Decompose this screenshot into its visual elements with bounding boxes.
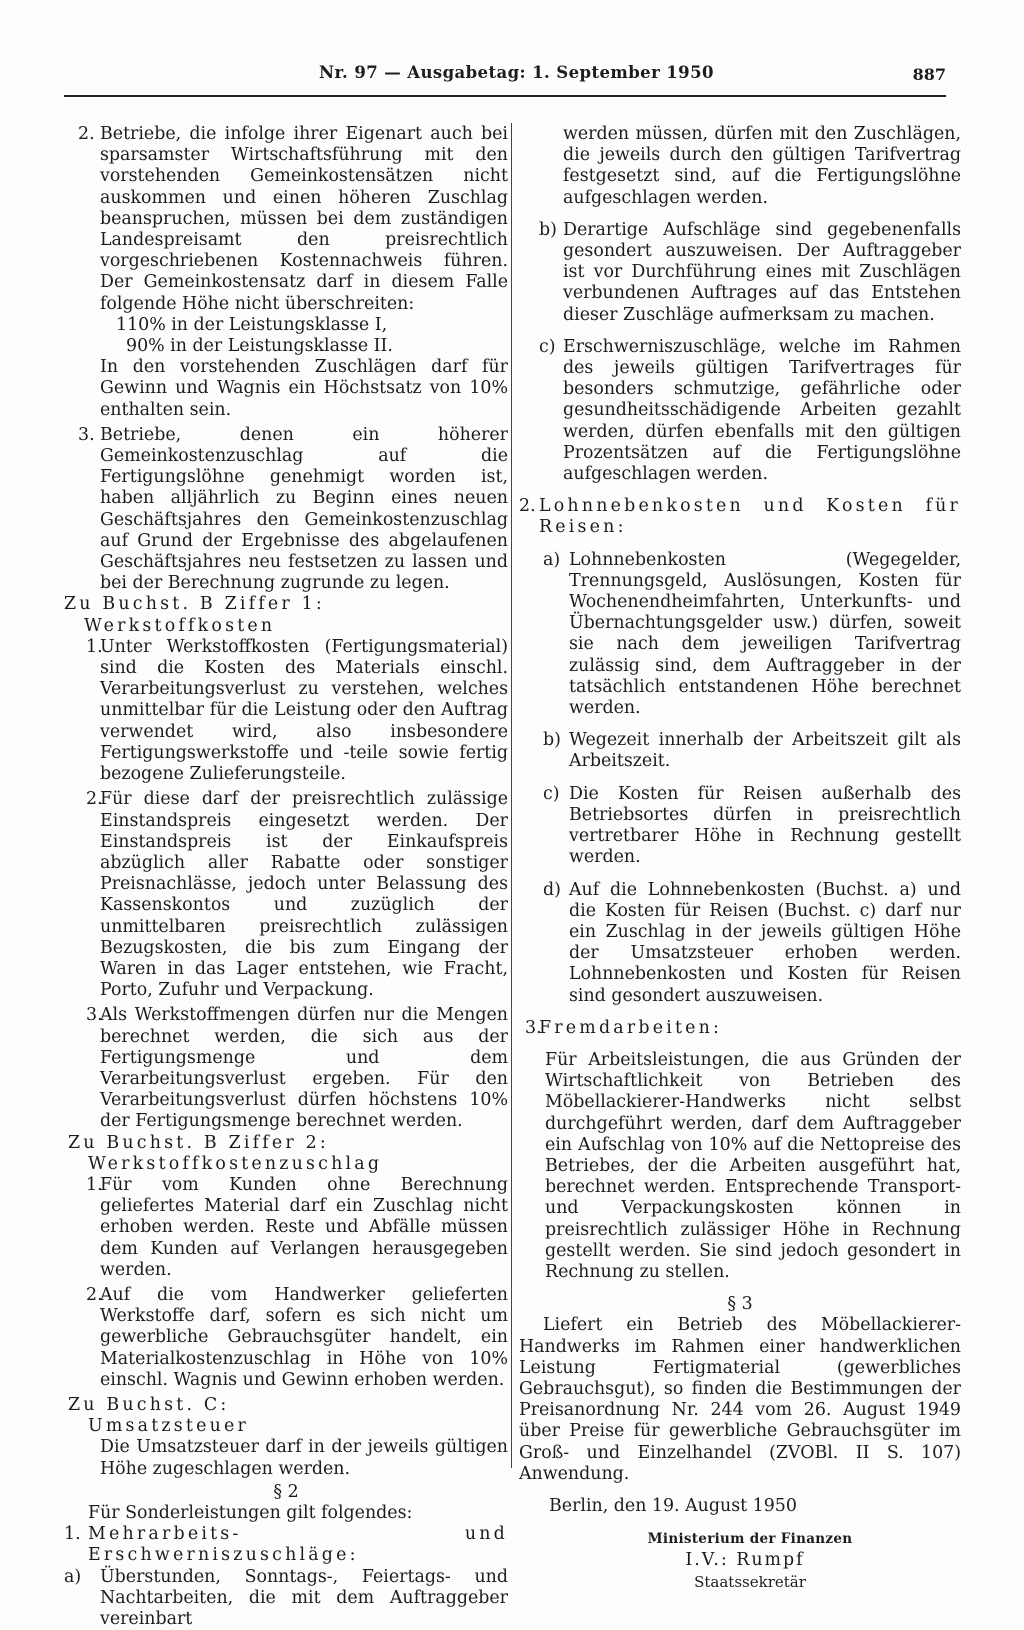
section-3-title: § 3 bbox=[727, 1294, 753, 1315]
section-2-intro: Für Sonderleistungen gilt folgendes: bbox=[88, 1503, 413, 1523]
paragraph-b2-item-2: 2. Auf die vom Handwerker gelieferten Werkstoffe darf, sofern es sich nicht um gewerbliche Gebrauchsgüter handelt, ein Materialkostenzuschlag in Höhe von 10% einschl. Wagnis und Gewinn erhoben werden. bbox=[86, 1284, 508, 1390]
paragraph-b2-item-1: 1. Für vom Kunden ohne Berechnung geliefertes Material darf ein Zuschlag nicht erhoben werden. Reste und Abfälle müssen dem Kunden auf Verlangen herausgegeben werden. bbox=[86, 1174, 508, 1280]
paragraph-section-3: Liefert ein Betrieb des Möbellackierer-Handwerks im Rahmen einer handwerklichen Leistung Fertigmaterial (gewerbliches Gebrauchsgut), so finden die Bestimmungen der Preisanordnung Nr. 244 vom 26. August 1949 über Preise für gewerbliche Gebrauchsgüter im Groß- und Einzelhandel (ZVOBl. II S. 107) Anwendung. bbox=[519, 1315, 961, 1484]
rate-class-1: 110% in der Leistungsklasse I, bbox=[116, 314, 388, 335]
paragraph-b1-item-1: 1. Unter Werkstoffkosten (Fertigungsmaterial) sind die Kosten des Materials einschl. Verarbeitungsverlust zu verstehen, welches unmittelbar für die Leistung oder den Auftrag verwendet wird, also insbesondere Fertigungswerkstoffe und -teile sowie fertig bezogene Zulieferungsteile. bbox=[86, 636, 508, 785]
heading-c: Zu Buchst. C: bbox=[68, 1394, 230, 1415]
heading-item-2: 2. Lohnnebenkosten und Kosten für Reisen: bbox=[519, 496, 961, 538]
section-2-title: § 2 bbox=[273, 1481, 299, 1502]
page-header bbox=[64, 63, 946, 97]
subheading-umsatzsteuer: Umsatzsteuer bbox=[88, 1416, 250, 1437]
paragraph-item-2-b: b) Wegezeit innerhalb der Arbeitszeit gilt als Arbeitszeit. bbox=[543, 730, 961, 772]
paragraph-b1-item-2: 2. Für diese darf der preisrechtlich zulässige Einstandspreis eingesetzt werden. Der Einstandspreis ist der Einkaufspreis abzüglich aller Rabatte oder sonstiger Preisnachlässe, jedoch unter Belassung des Kassenskontos und zuzüglich der unmittelbaren preisrechtlich zulässigen Bezugskosten, die bis zum Eingang der Waren in das Lager entstehen, wie Fracht, Porto, Zufuhr und Verpackung. bbox=[86, 789, 508, 1001]
paragraph-b1-item-3: 3. Als Werkstoffmengen dürfen nur die Mengen berechnet werden, die sich aus der Fertigungsmenge und dem Verarbeitungsverlust ergeben. Für den Verarbeitungsverlust dürfen höchstens 10% der Fertigungsmenge berechnet werden. bbox=[86, 1005, 508, 1132]
paragraph-c: c) Erschwerniszuschläge, welche im Rahmen des jeweils gültigen Tarifvertrages für besonders schmutzige, gefährliche oder gesundheitsschädigende Arbeiten gezahlt werden, dürfen ebenfalls mit den gültigen Prozentsätzen auf die Fertigungslöhne aufgeschlagen werden. bbox=[539, 336, 961, 485]
heading-b2: Zu Buchst. B Ziffer 2: bbox=[68, 1132, 329, 1153]
signatory-title: Staatssekretär bbox=[694, 1572, 806, 1591]
paragraph-item-2-d: d) Auf die Lohnnebenkosten (Buchst. a) und die Kosten für Reisen (Buchst. c) darf nur ein Zuschlag in der jeweils gültigen Höhe der Umsatzsteuer erhoben werden. Lohnnebenkosten und Kosten für Reisen sind gesondert auszuweisen. bbox=[543, 879, 961, 1006]
paragraph-item-2-a: a) Lohnnebenkosten (Wegegelder, Trennungsgeld, Auslösungen, Kosten für Wochenendheimfahrten, Unterkunfts- und Übernachtungsgelder usw.) dürfen, soweit sie nach dem jeweiligen Tarifvertrag zulässig sind, dem Auftraggeber in der tatsächlich entstandenen Höhe berechnet werden. bbox=[543, 549, 961, 719]
rate-class-2: 90% in der Leistungsklasse II. bbox=[126, 336, 393, 357]
ministry-name: Ministerium der Finanzen bbox=[647, 1531, 853, 1548]
issue-title: Nr. 97 — Ausgabetag: 1. September 1950 bbox=[319, 63, 714, 82]
paragraph-b: b) Derartige Aufschläge sind gegebenenfalls gesondert auszuweisen. Der Auftraggeber ist vor Durchführung eines mit Zuschlägen verbundenen Auftrages auf das Entstehen dieser Zuschläge aufmerksam zu machen. bbox=[539, 219, 961, 325]
paragraph-fremdarbeiten: Für Arbeitsleistungen, die aus Gründen der Wirtschaftlichkeit von Betrieben des Möbellackierer-Handwerks nicht selbst durchgeführt werden, darf dem Auftraggeber ein Aufschlag von 10% auf die Nettopreise des Betriebes, der die Arbeiten ausgeführt hat, berechnet werden. Entsprechende Transport- und Verpackungskosten können in preisrechtlich zulässiger Höhe in Rechnung gestellt werden. Sie sind jedoch gesondert in Rechnung zu stellen. bbox=[545, 1049, 961, 1282]
paragraph-item-2-note: In den vorstehenden Zuschlägen darf für Gewinn und Wagnis ein Höchstsatz von 10% enthalten sein. bbox=[100, 357, 508, 420]
paragraph-a-continuation: werden müssen, dürfen mit den Zuschlägen, die jeweils durch den gültigen Tarifvertrag festgesetzt sind, auf die Fertigungslöhne aufgeschlagen werden. bbox=[563, 124, 961, 208]
paragraph-item-2-c: c) Die Kosten für Reisen außerhalb des Betriebsortes dürfen in preisrechtlich vertretbarer Höhe in Rechnung gestellt werden. bbox=[543, 783, 961, 868]
heading-item-3: 3. Fremdarbeiten: bbox=[525, 1017, 723, 1038]
page-number: 887 bbox=[912, 65, 946, 84]
paragraph-s2-a: a) Überstunden, Sonntags-, Feiertags- und Nachtarbeiten, die mit dem Auftraggeber vereinbart bbox=[64, 1566, 508, 1630]
subheading-werkstoffkostenzuschlag: Werkstoffkostenzuschlag bbox=[88, 1153, 383, 1174]
subheading-werkstoffkosten: Werkstoffkosten bbox=[84, 615, 276, 636]
signatory: I.V.: Rumpf bbox=[685, 1550, 805, 1571]
paragraph-c: Die Umsatzsteuer darf in der jeweils gültigen Höhe zugeschlagen werden. bbox=[100, 1437, 508, 1479]
left-column bbox=[64, 124, 508, 1630]
paragraph-item-2: 2. Betriebe, die infolge ihrer Eigenart auch bei sparsamster Wirtschaftsführung mit den vorstehenden Gemeinkostensätzen nicht auskommen und einen höheren Zuschlag beanspruchen, müssen bei dem zuständigen Landespreisamt den preisrechtlich vorgeschriebenen Kostennachweis führen. Der Gemeinkostensatz darf in diesem Falle folgende Höhe nicht überschreiten: bbox=[78, 124, 508, 314]
right-column bbox=[519, 124, 961, 1593]
heading-s2-item-1: 1. Mehrarbeits- und Erschwerniszuschläge: bbox=[64, 1524, 508, 1566]
heading-b1: Zu Buchst. B Ziffer 1: bbox=[64, 594, 325, 615]
paragraph-item-3: 3. Betriebe, denen ein höherer Gemeinkostenzuschlag auf die Fertigungslöhne genehmigt worden ist, haben alljährlich zu Beginn eines neuen Geschäftsjahres den Gemeinkostenzuschlag auf Grund der Ergebnisse des abgelaufenen Geschäftsjahres neu festsetzen zu lassen und bei der Berechnung zugrunde zu legen. bbox=[78, 424, 508, 594]
column-divider bbox=[511, 123, 512, 1468]
date-line: Berlin, den 19. August 1950 bbox=[549, 1495, 797, 1516]
